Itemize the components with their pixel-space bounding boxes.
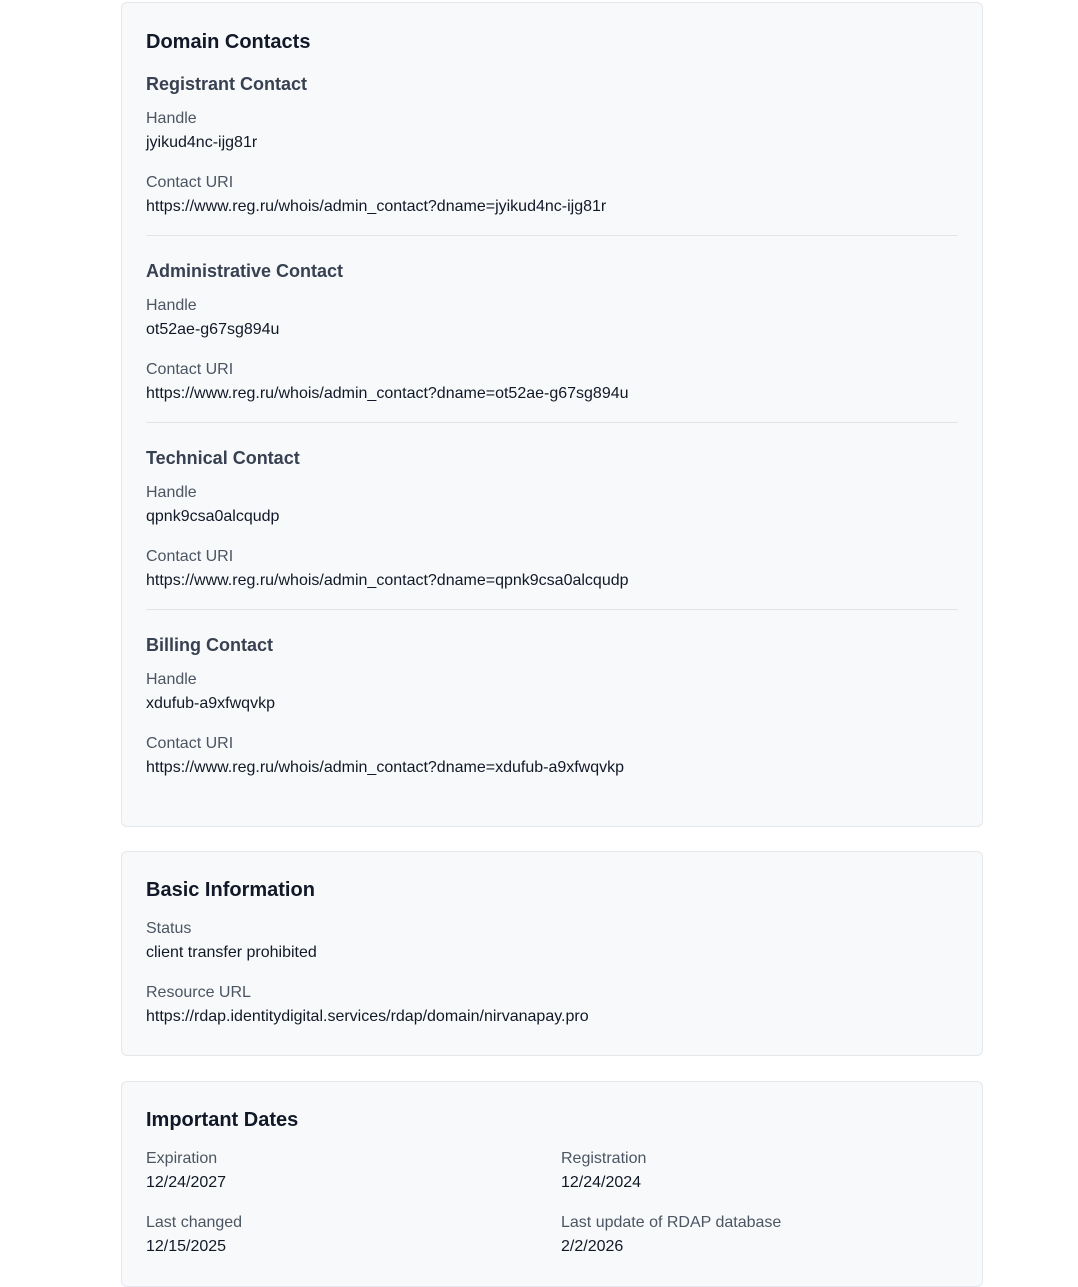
registrant-contact-heading: Registrant Contact [146, 74, 308, 94]
technical-handle-field [146, 483, 958, 527]
technical-contact-heading: Technical Contact [146, 448, 300, 468]
administrative-contact-section [146, 260, 958, 423]
handle-label: Handle [146, 110, 197, 127]
registration-value: 12/24/2024 [561, 1174, 642, 1191]
administrative-handle-value: ot52ae-g67sg894u [146, 321, 280, 338]
billing-handle-field [146, 670, 958, 714]
registrant-contact-section [146, 73, 958, 236]
basic-information-card [121, 851, 983, 1056]
technical-uri-value: https://www.reg.ru/whois/admin_contact?dname=qpnk9csa0alcqudp [146, 572, 629, 589]
administrative-handle-field [146, 296, 958, 340]
important-dates-card [121, 1081, 983, 1287]
registration-label: Registration [561, 1150, 647, 1167]
basic-information-fields [146, 919, 958, 1027]
resource-url-value: https://rdap.identitydigital.services/rdap/domain/nirvanapay.pro [146, 1008, 589, 1025]
billing-uri-field [146, 734, 958, 778]
technical-uri-field [146, 547, 958, 591]
dates-grid [146, 1149, 958, 1257]
last-changed-label: Last changed [146, 1214, 243, 1231]
billing-uri-value: https://www.reg.ru/whois/admin_contact?dname=xdufub-a9xfwqvkp [146, 759, 625, 776]
registration-field [561, 1149, 958, 1193]
basic-information-title: Basic Information [146, 879, 315, 901]
registrant-handle-value: jyikud4nc-ijg81r [146, 134, 258, 151]
technical-handle-value: qpnk9csa0alcqudp [146, 508, 280, 525]
rdap-update-field [561, 1213, 958, 1257]
domain-contacts-title: Domain Contacts [146, 31, 311, 53]
last-changed-value: 12/15/2025 [146, 1238, 227, 1255]
rdap-update-value: 2/2/2026 [561, 1238, 624, 1255]
registrant-handle-field [146, 109, 958, 153]
last-changed-field [146, 1213, 561, 1257]
expiration-label: Expiration [146, 1150, 218, 1167]
contact-uri-label: Contact URI [146, 361, 234, 378]
status-label: Status [146, 920, 192, 937]
handle-label: Handle [146, 297, 197, 314]
billing-contact-heading: Billing Contact [146, 635, 273, 655]
billing-handle-value: xdufub-a9xfwqvkp [146, 695, 275, 712]
domain-contacts-card [121, 2, 983, 827]
registrant-uri-value: https://www.reg.ru/whois/admin_contact?dname=jyikud4nc-ijg81r [146, 198, 607, 215]
contact-uri-label: Contact URI [146, 548, 234, 565]
status-field [146, 919, 958, 963]
expiration-value: 12/24/2027 [146, 1174, 227, 1191]
status-value: client transfer prohibited [146, 944, 317, 961]
resource-url-field [146, 983, 958, 1027]
important-dates-title: Important Dates [146, 1109, 299, 1131]
rdap-update-label: Last update of RDAP database [561, 1214, 782, 1231]
technical-contact-section [146, 447, 958, 610]
administrative-uri-value: https://www.reg.ru/whois/admin_contact?dname=ot52ae-g67sg894u [146, 385, 629, 402]
contact-uri-label: Contact URI [146, 735, 234, 752]
resource-url-label: Resource URL [146, 984, 251, 1001]
billing-contact-section [146, 634, 958, 796]
handle-label: Handle [146, 671, 197, 688]
handle-label: Handle [146, 484, 197, 501]
administrative-contact-heading: Administrative Contact [146, 261, 344, 281]
administrative-uri-field [146, 360, 958, 404]
registrant-uri-field [146, 173, 958, 217]
contact-uri-label: Contact URI [146, 174, 234, 191]
expiration-field [146, 1149, 561, 1193]
